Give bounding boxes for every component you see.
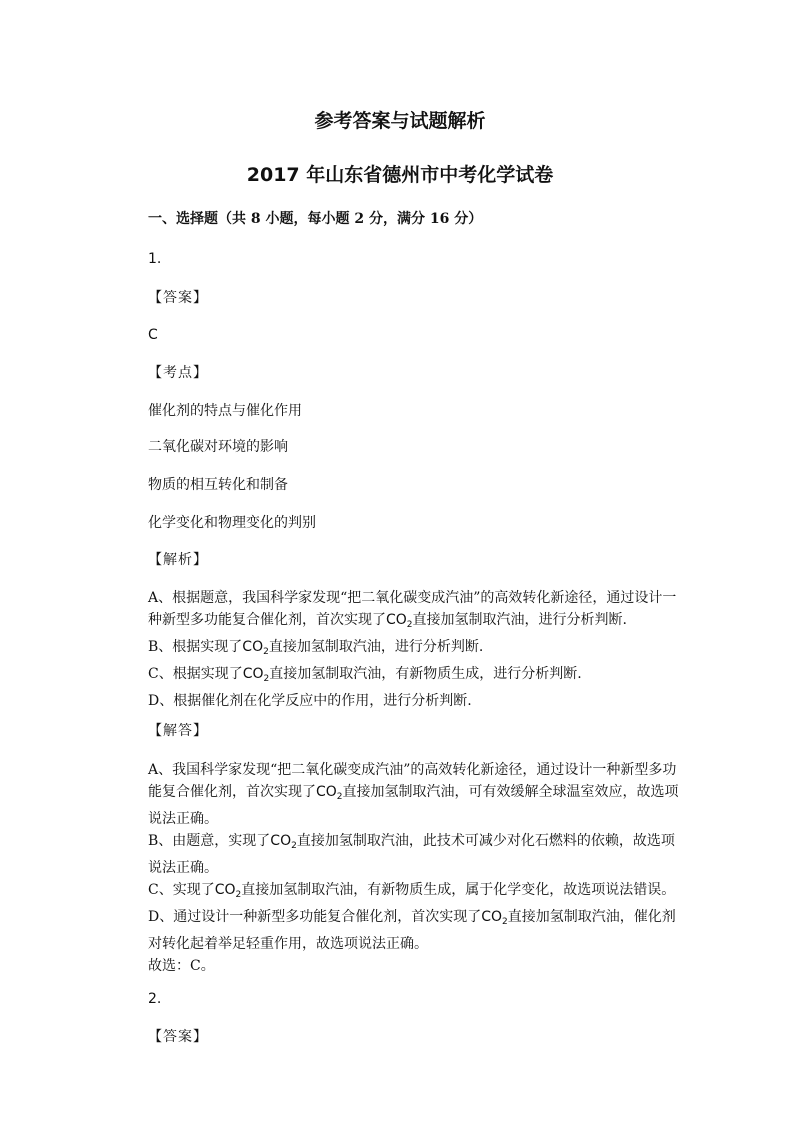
text-run: 直接加氢制取汽油，此技术可减少对化石燃料的依赖，故选项	[296, 833, 675, 849]
answer-value: C	[148, 327, 158, 343]
text-run: B、根据实现了	[148, 639, 243, 655]
text-run: 直接加氢制取汽油，进行分析判断.	[412, 612, 627, 628]
kaodian-item: 物质的相互转化和制备	[148, 477, 288, 493]
jieda-label: 【解答】	[148, 723, 208, 739]
kaodian-item: 催化剂的特点与催化作用	[148, 403, 302, 419]
text-line	[148, 830, 688, 857]
co2-formula	[215, 882, 242, 898]
exam-title: 2017 年山东省德州市中考化学试卷	[246, 164, 554, 186]
text-line	[148, 879, 688, 906]
text-run: 直接加氢制取汽油，进行分析判断.	[268, 639, 484, 655]
formula-main: CO	[386, 612, 407, 628]
jiexi-label: 【解析】	[148, 552, 208, 568]
text-line	[148, 663, 688, 690]
answer-label: 【答案】	[148, 290, 208, 306]
text-line: A、根据题意，我国科学家发现“把二氧化碳变成汽油”的高效转化新途径，通过设计一	[148, 590, 677, 606]
answer-heading: 参考答案与试题解析	[314, 110, 486, 132]
kaodian-item: 化学变化和物理变化的判别	[148, 515, 316, 531]
formula-main: CO	[316, 784, 337, 800]
text-line	[148, 609, 688, 636]
formula-subscript: 2	[291, 841, 297, 851]
text-run: D、通过设计一种新型多功能复合催化剂，首次实现了	[148, 909, 482, 925]
answer-label: 【答案】	[148, 1029, 208, 1045]
formula-subscript: 2	[336, 792, 343, 802]
co2-formula	[243, 666, 270, 682]
formula-main: CO	[270, 833, 292, 849]
text-line: A、我国科学家发现“把二氧化碳变成汽油”的高效转化新途径，通过设计一种新型多功	[148, 762, 677, 778]
formula-subscript: 2	[263, 647, 269, 657]
text-line: D、根据催化剂在化学反应中的作用，进行分析判断.	[148, 693, 472, 709]
question-number: 1.	[148, 251, 162, 267]
text-run: 能复合催化剂，首次实现了	[148, 784, 316, 800]
text-line: 说法正确。	[148, 811, 218, 827]
formula-subscript: 2	[235, 890, 242, 900]
choice-line: 故选：C。	[148, 958, 215, 974]
kaodian-item: 二氧化碳对环境的影响	[148, 439, 288, 455]
co2-formula	[386, 612, 413, 628]
text-line: 对转化起着举足轻重作用，故选项说法正确。	[148, 936, 428, 952]
jieda-paragraph	[148, 759, 688, 977]
text-run: 直接加氢制取汽油，催化剂	[507, 909, 676, 925]
formula-subscript: 2	[406, 620, 413, 630]
section-title: 一、选择题（共 8 小题，每小题 2 分，满分 16 分）	[148, 211, 483, 227]
kaodian-label: 【考点】	[148, 365, 208, 381]
formula-main: CO	[214, 882, 236, 898]
text-line: 说法正确。	[148, 860, 218, 876]
formula-subscript: 2	[502, 917, 508, 927]
co2-formula	[481, 909, 508, 925]
text-line	[148, 781, 688, 808]
jiexi-paragraph	[148, 587, 688, 712]
formula-main: CO	[481, 909, 503, 925]
text-line	[148, 636, 688, 663]
formula-main: CO	[242, 639, 264, 655]
co2-formula	[316, 784, 343, 800]
co2-formula	[270, 833, 297, 849]
text-run: B、由题意，实现了	[148, 833, 271, 849]
formula-subscript: 2	[263, 674, 270, 684]
text-run: C、根据实现了	[148, 666, 243, 682]
text-run: 直接加氢制取汽油，有新物质生成，进行分析判断.	[269, 666, 582, 682]
formula-main: CO	[242, 666, 264, 682]
co2-formula	[242, 639, 269, 655]
question-number: 2.	[148, 991, 162, 1007]
text-line	[148, 906, 688, 933]
text-run: 种新型多功能复合催化剂，首次实现了	[148, 612, 386, 628]
text-run: 直接加氢制取汽油，有新物质生成，属于化学变化，故选项说法错误。	[241, 882, 676, 898]
text-run: C、实现了	[148, 882, 215, 898]
text-run: 直接加氢制取汽油，可有效缓解全球温室效应，故选项	[342, 784, 679, 800]
